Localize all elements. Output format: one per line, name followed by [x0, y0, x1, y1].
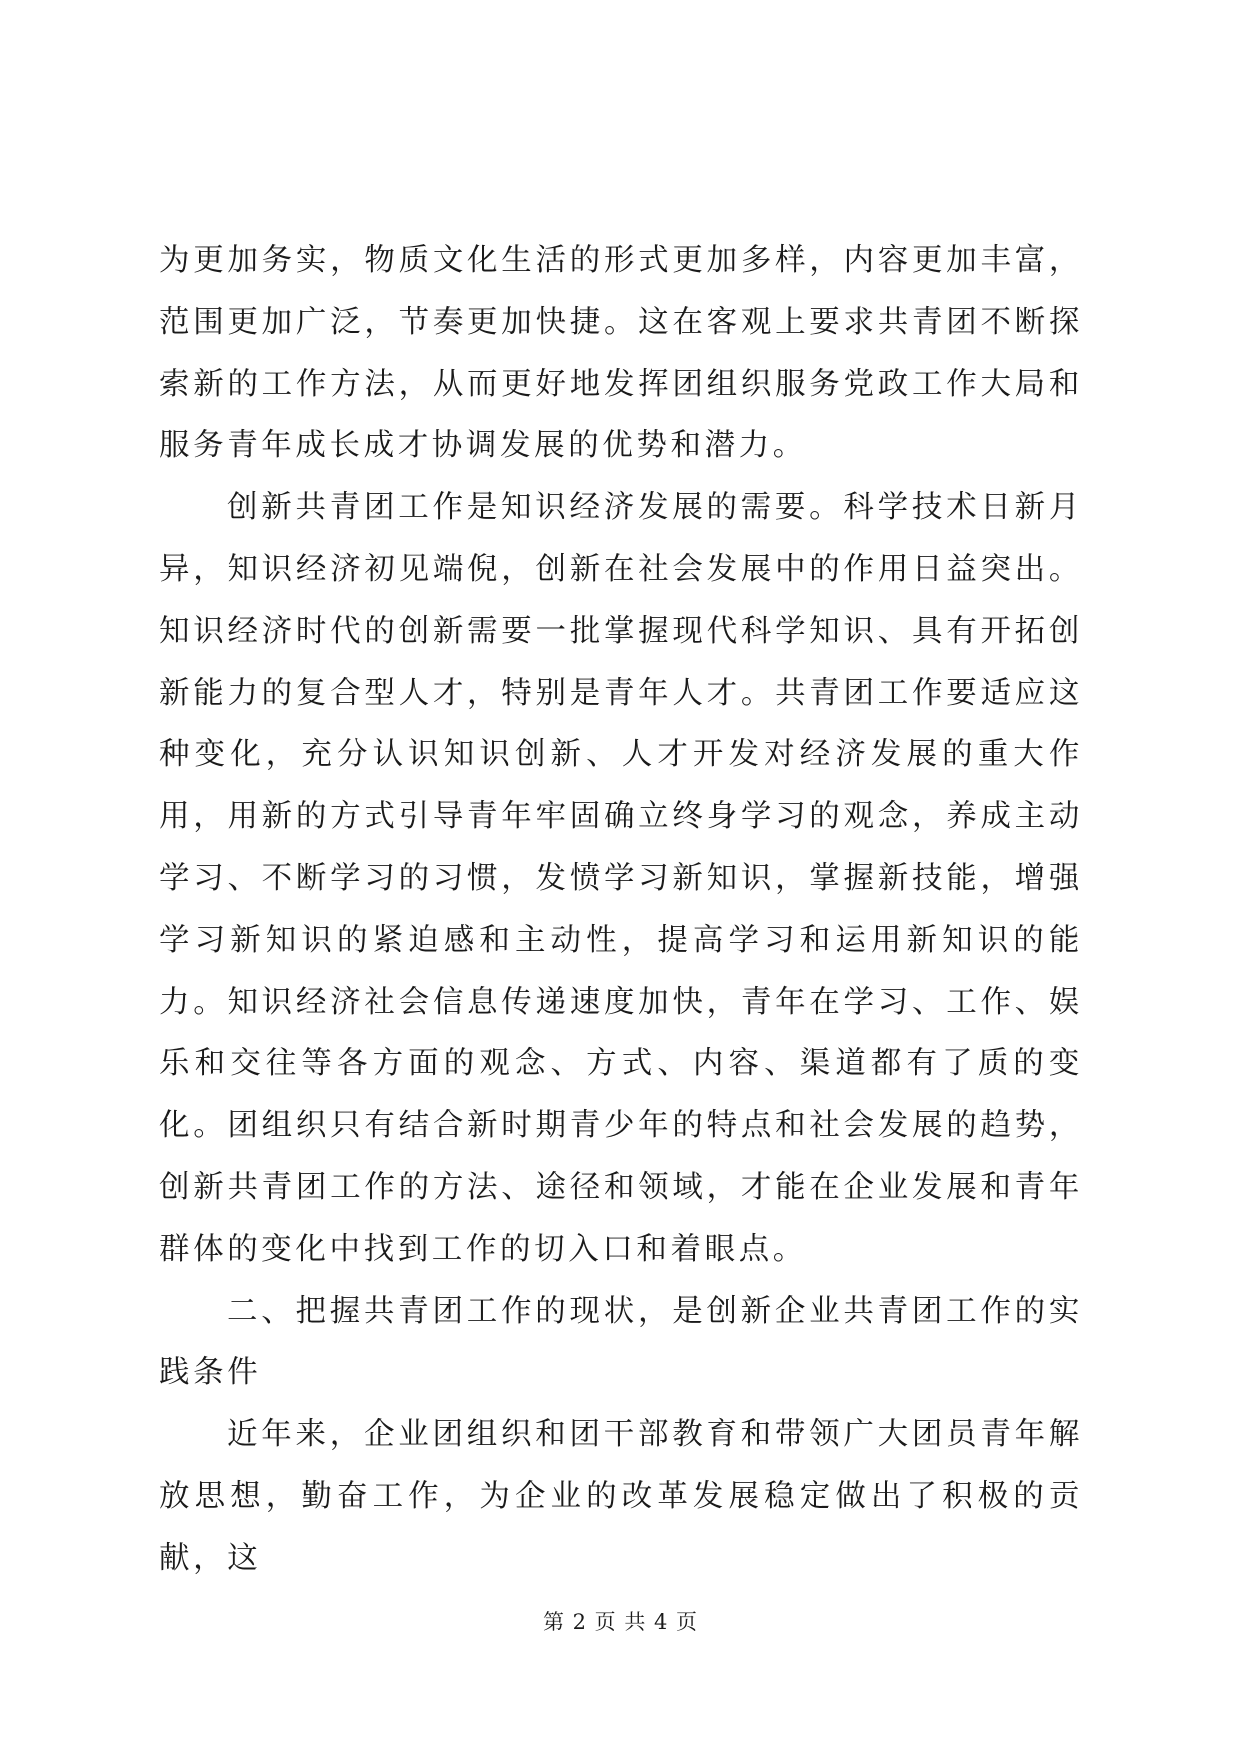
paragraph-recent-years: 近年来，企业团组织和团干部教育和带领广大团员青年解放思想，勤奋工作，为企业的改革发展稳定做出了积极的贡献，这 [159, 1417, 1083, 1576]
page-footer: 第 2 页 共 4 页 [542, 1610, 699, 1634]
document-body [159, 230, 1083, 1590]
section-heading: 二、把握共青团工作的现状，是创新企业共青团工作的实践条件 [159, 1293, 1083, 1391]
paragraph-knowledge-economy: 创新共青团工作是知识经济发展的需要。科学技术日新月异，知识经济初见端倪，创新在社会发展中的作用日益突出。知识经济时代的创新需要一批掌握现代科学知识、具有开拓创新能力的复合型人才，特别是青年人才。共青团工作要适应这种变化，充分认识知识创新、人才开发对经济发展的重大作用，用新的方式引导青年牢固确立终身学习的观念，养成主动学习、不断学习的习惯，发愤学习新知识，掌握新技能，增强学习新知识的紧迫感和主动性，提高学习和运用新知识的能力。知识经济社会信息传递速度加快，青年在学习、工作、娱乐和交往等各方面的观念、方式、内容、渠道都有了质的变化。团组织只有结合新时期青少年的特点和社会发展的趋势，创新共青团工作的方法、途径和领域，才能在企业发展和青年群体的变化中找到工作的切入口和着眼点。 [159, 490, 1083, 1267]
paragraph-continuation: 为更加务实，物质文化生活的形式更加多样，内容更加丰富，范围更加广泛，节奏更加快捷。这在客观上要求共青团不断探索新的工作方法，从而更好地发挥团组织服务党政工作大局和服务青年成长成才协调发展的优势和潜力。 [159, 243, 1083, 464]
